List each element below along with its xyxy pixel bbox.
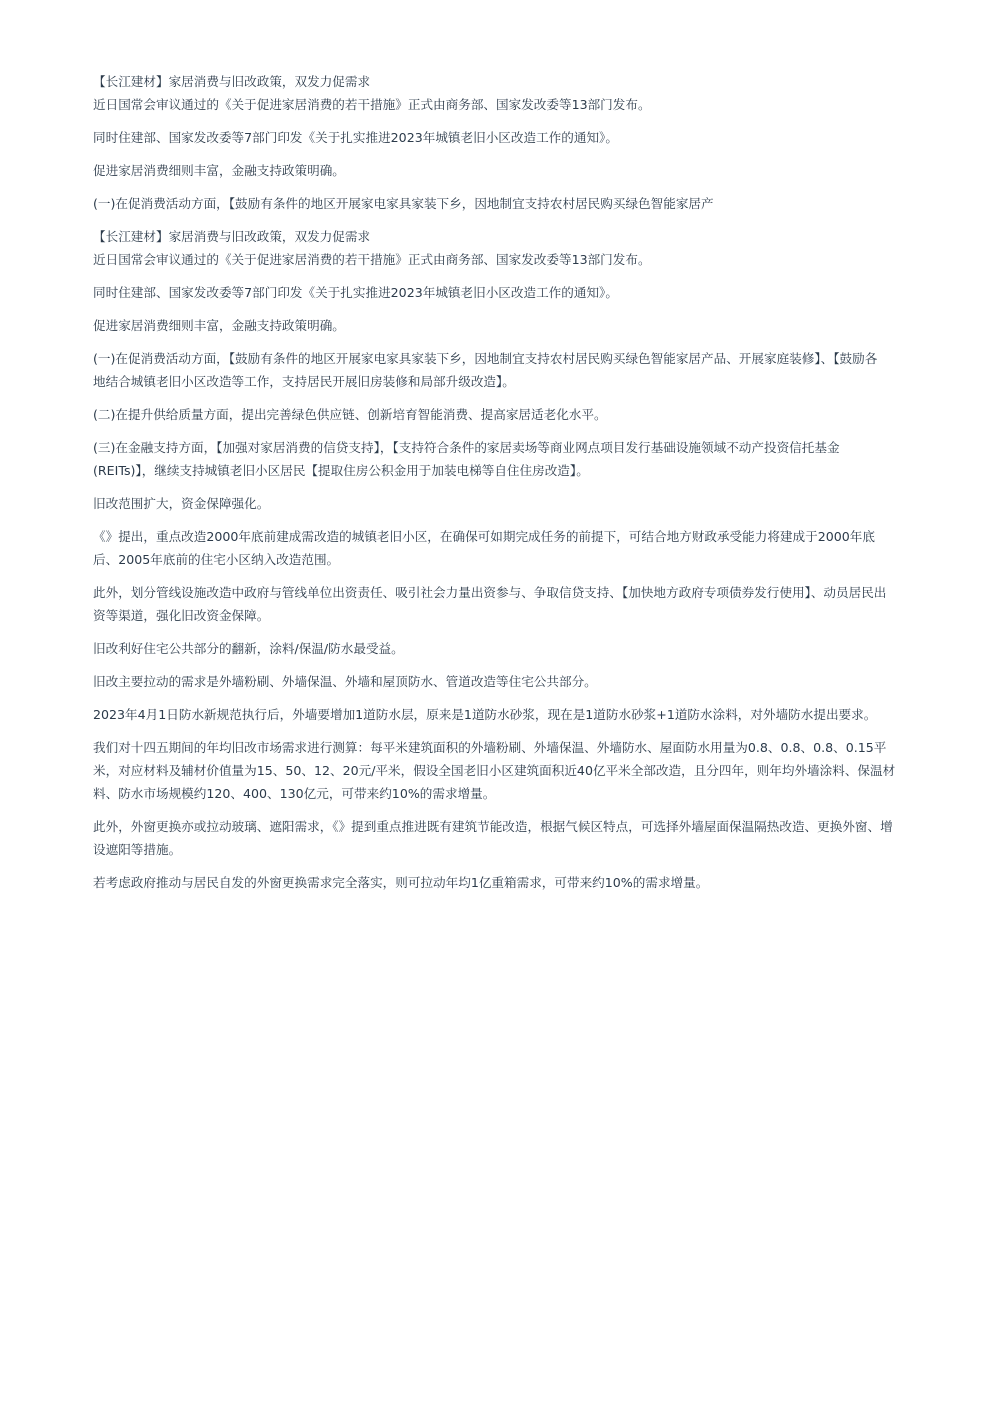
paragraph <box>93 736 945 805</box>
paragraph: 旧改范围扩大，资金保障强化。 <box>93 496 270 511</box>
paragraph: 近日国常会审议通过的《关于促进家居消费的若干措施》正式由商务部、国家发改委等13部门发布。 <box>93 252 651 267</box>
paragraph: 旧改利好住宅公共部分的翻新，涂料/保温/防水最受益。 <box>93 641 404 656</box>
paragraph <box>93 581 945 627</box>
paragraph-line: 《》提出，重点改造2000年底前建成需改造的城镇老旧小区，在确保可如期完成任务的前提下，可结合地方财政承受能力将建成于2000年底 <box>93 529 875 544</box>
paragraph: 促进家居消费细则丰富，金融支持政策明确。 <box>93 163 345 178</box>
paragraph: 同时住建部、国家发改委等7部门印发《关于扎实推进2023年城镇老旧小区改造工作的通知》。 <box>93 285 618 300</box>
paragraph: (一)在促消费活动方面，【鼓励有条件的地区开展家电家具家装下乡，因地制宜支持农村居民购买绿色智能家居产 <box>93 196 714 211</box>
paragraph-line: 料、防水市场规模约120、400、130亿元，可带来约10%的需求增量。 <box>93 786 496 801</box>
paragraph: 若考虑政府推动与居民自发的外窗更换需求完全落实，则可拉动年均1亿重箱需求，可带来约10%的需求增量。 <box>93 875 709 890</box>
paragraph-line: 此外，外窗更换亦或拉动玻璃、遮阳需求，《》提到重点推进既有建筑节能改造，根据气候区特点，可选择外墙屋面保温隔热改造、更换外窗、增 <box>93 819 893 834</box>
paragraph: 近日国常会审议通过的《关于促进家居消费的若干措施》正式由商务部、国家发改委等13部门发布。 <box>93 97 651 112</box>
paragraph-line: (REITs)】，继续支持城镇老旧小区居民【提取住房公积金用于加装电梯等自住住房改造】。 <box>93 463 589 478</box>
paragraph: 2023年4月1日防水新规范执行后，外墙要增加1道防水层，原来是1道防水砂浆，现在是1道防水砂浆+1道防水涂料，对外墙防水提出要求。 <box>93 707 877 722</box>
article-body <box>93 70 945 904</box>
paragraph-line: (三)在金融支持方面，【加强对家居消费的信贷支持】，【支持符合条件的家居卖场等商业网点项目发行基础设施领域不动产投资信托基金 <box>93 440 840 455</box>
article-title: 【长江建材】家居消费与旧改政策，双发力促需求 <box>93 74 371 89</box>
paragraph: 旧改主要拉动的需求是外墙粉刷、外墙保温、外墙和屋顶防水、管道改造等住宅公共部分。 <box>93 674 597 689</box>
paragraph-line: 米，对应材料及辅材价值量为15、50、12、20元/平米，假设全国老旧小区建筑面积近40亿平米全部改造，且分四年，则年均外墙涂料、保温材 <box>93 763 896 778</box>
block-1 <box>93 70 945 215</box>
paragraph: 促进家居消费细则丰富，金融支持政策明确。 <box>93 318 345 333</box>
article-title: 【长江建材】家居消费与旧改政策，双发力促需求 <box>93 229 371 244</box>
paragraph-line: (一)在促消费活动方面，【鼓励有条件的地区开展家电家具家装下乡，因地制宜支持农村居民购买绿色智能家居产品、开展家庭装修】、【鼓励各 <box>93 351 878 366</box>
paragraph <box>93 815 945 861</box>
paragraph: (二)在提升供给质量方面，提出完善绿色供应链、创新培育智能消费、提高家居适老化水平。 <box>93 407 607 422</box>
paragraph-line: 后、2005年底前的住宅小区纳入改造范围。 <box>93 552 340 567</box>
paragraph-line: 地结合城镇老旧小区改造等工作，支持居民开展旧房装修和局部升级改造】。 <box>93 374 515 389</box>
paragraph <box>93 347 945 393</box>
paragraph <box>93 436 945 482</box>
paragraph-line: 此外，划分管线设施改造中政府与管线单位出资责任、吸引社会力量出资参与、争取信贷支持、【加快地方政府专项债券发行使用】、动员居民出 <box>93 585 887 600</box>
paragraph: 同时住建部、国家发改委等7部门印发《关于扎实推进2023年城镇老旧小区改造工作的通知》。 <box>93 130 618 145</box>
paragraph-line: 设遮阳等措施。 <box>93 842 182 857</box>
paragraph-line: 我们对十四五期间的年均旧改市场需求进行测算：每平米建筑面积的外墙粉刷、外墙保温、外墙防水、屋面防水用量为0.8、0.8、0.8、0.15平 <box>93 740 887 755</box>
paragraph-line: 资等渠道，强化旧改资金保障。 <box>93 608 270 623</box>
block-2 <box>93 225 945 894</box>
paragraph <box>93 525 945 571</box>
